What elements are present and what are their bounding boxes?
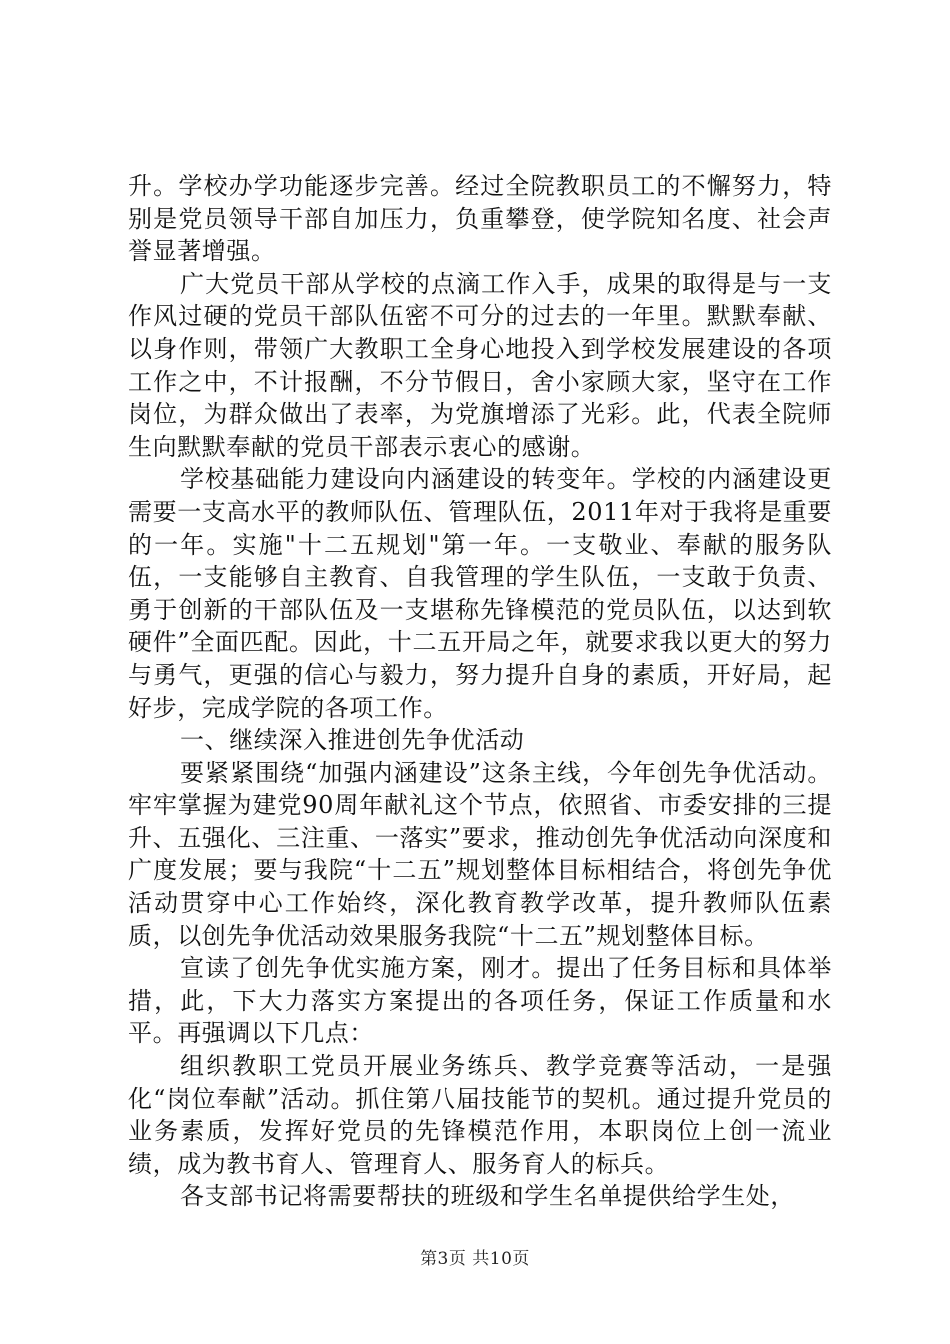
section-heading: 一、继续深入推进创先争优活动: [180, 726, 525, 755]
document-body: [128, 170, 832, 1213]
paragraph-continuation: 升。学校办学功能逐步完善。经过全院教职员工的不懈努力，特别是党员领导干部自加压力，负重攀登，使学院知名度、社会声誉显著增强。: [128, 172, 832, 266]
paragraph: 要紧紧围绕“加强内涵建设”这条主线，今年创先争优活动。牢牢掌握为建党90周年献礼这个节点，依照省、市委安排的三提升、五强化、三注重、一落实”要求，推动创先争优活动向深度和广度发展；要与我院“十二五”规划整体目标相结合，将创先争优活动贯穿中心工作始终，深化教育教学改革，提升教师队伍素质，以创先争优活动效果服务我院“十二五”规划整体目标。: [128, 758, 832, 950]
paragraph: 组织教职工党员开展业务练兵、教学竞赛等活动，一是强化“岗位奉献”活动。抓住第八届技能节的契机。通过提升党员的业务素质，发挥好党员的先锋模范作用，本职岗位上创一流业绩，成为教书育人、管理育人、服务育人的标兵。: [128, 1052, 832, 1178]
paragraph: 学校基础能力建设向内涵建设的转变年。学校的内涵建设更需要一支高水平的教师队伍、管理队伍，2011年对于我将是重要的一年。实施"十二五规划"第一年。一支敬业、奉献的服务队伍，一支能够自主教育、自我管理的学生队伍，一支敢于负责、勇于创新的干部队伍及一支堪称先锋模范的党员队伍，以达到软硬件”全面匹配。因此，十二五开局之年，就要求我以更大的努力与勇气，更强的信心与毅力，努力提升自身的素质，开好局，起好步，完成学院的各项工作。: [128, 465, 832, 722]
paragraph: 广大党员干部从学校的点滴工作入手，成果的取得是与一支作风过硬的党员干部队伍密不可分的过去的一年里。默默奉献、以身作则，带领广大教职工全身心地投入到学校发展建设的各项工作之中，不计报酬，不分节假日，舍小家顾大家，坚守在工作岗位，为群众做出了表率，为党旗增添了光彩。此，代表全院师生向默默奉献的党员干部表示衷心的感谢。: [128, 269, 832, 461]
page-number-footer: 第3页 共10页: [420, 1249, 530, 1269]
paragraph: 宣读了创先争优实施方案，刚才。提出了任务目标和具体举措，此，下大力落实方案提出的各项任务，保证工作质量和水平。再强调以下几点：: [128, 954, 832, 1048]
paragraph: 各支部书记将需要帮扶的班级和学生名单提供给学生处，: [180, 1182, 795, 1211]
